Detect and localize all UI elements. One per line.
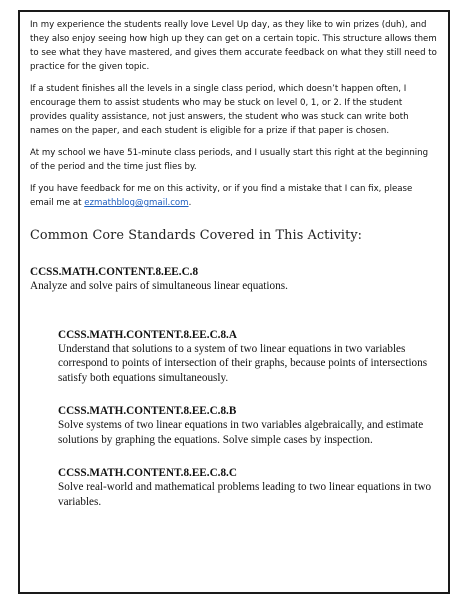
intro-paragraph-3: At my school we have 51-minute class periods, and I usually start this right at the beginning of the period and the time just flies by. xyxy=(30,148,429,172)
email-link[interactable]: ezmathblog@gmail.com xyxy=(84,198,189,208)
standard-8-ee-c-8 xyxy=(30,265,438,294)
standard-code: CCSS.MATH.CONTENT.8.EE.C.8.A xyxy=(58,328,237,341)
standard-code: CCSS.MATH.CONTENT.8.EE.C.8 xyxy=(30,266,199,278)
page-border xyxy=(18,10,450,594)
standard-description: Solve real-world and mathematical problems leading to two linear equations in two variables. xyxy=(58,481,432,508)
feedback-period: . xyxy=(188,198,192,208)
standard-code: CCSS.MATH.CONTENT.8.EE.C.8.C xyxy=(58,467,237,479)
standard-8-ee-c-8-c xyxy=(58,466,438,509)
standard-description: Understand that solutions to a system of two linear equations in two variables correspond to points of intersection of their graphs, because points of intersections satisfy both equations simultaneously. xyxy=(58,342,428,384)
intro-paragraph-1: In my experience the students really love Level Up day, as they like to win prizes (duh), and they also enjoy seeing how high up they can get on a certain topic. This structure allows them to see what they have mastered, and gives them accurate feedback on what they still need to practice for the given topic. xyxy=(30,20,437,72)
standard-description: Solve systems of two linear equations in two variables algebraically, and estimate solutions by graphing the equations. Solve simple cases by inspection. xyxy=(58,419,424,446)
standard-8-ee-c-8-a xyxy=(58,328,438,386)
standards-heading: Common Core Standards Covered in This Activity: xyxy=(30,228,363,243)
page-content xyxy=(30,18,438,528)
standard-8-ee-c-8-b xyxy=(58,404,438,447)
standard-code: CCSS.MATH.CONTENT.8.EE.C.8.B xyxy=(58,405,237,417)
intro-paragraph-2: If a student finishes all the levels in a single class period, which doesn’t happen often, I encourage them to assist students who may be stuck on level 0, 1, or 2. If the student provides quality assistance, not just answers, the student who was stuck can write both names on the paper, and each student is eligible for a prize if that paper is chosen. xyxy=(30,84,409,136)
standard-description: Analyze and solve pairs of simultaneous linear equations. xyxy=(30,280,288,292)
feedback-text: If you have feedback for me on this activity, or if you find a mistake that I can fix, please email me at xyxy=(30,184,413,208)
intro-paragraph-4 xyxy=(30,182,438,210)
